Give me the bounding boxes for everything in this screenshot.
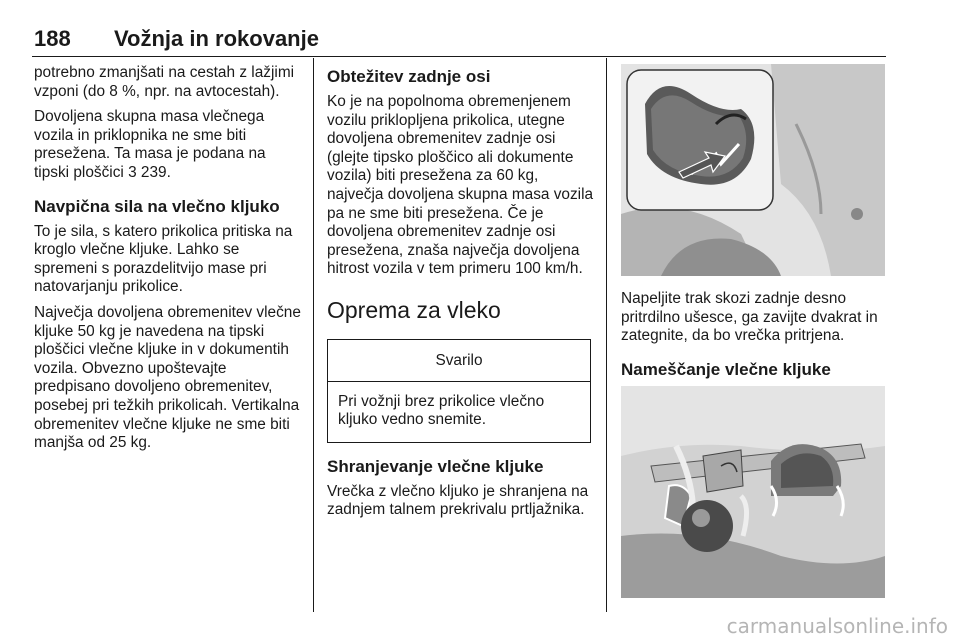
- column-right: [621, 290, 889, 386]
- warning-box: [327, 339, 591, 443]
- illustration-trunk-bag: [621, 64, 885, 276]
- paragraph: potrebno zmanjšati na cestah z lažjimi vzponi (do 8 %, npr. na avtocestah).: [34, 64, 295, 100]
- chapter-heading: Oprema za vleko: [327, 296, 501, 323]
- section-heading: Shranjevanje vlečne kljuke: [327, 456, 544, 476]
- page-header: [32, 22, 886, 57]
- page-title: Vožnja in rokovanje: [114, 26, 319, 51]
- page-reference-link[interactable]: 3 239.: [128, 163, 171, 181]
- section-heading: Obtežitev zadnje osi: [327, 67, 491, 86]
- warning-text: Pri vožnji brez prikolice vlečno kljuko vedno snemite.: [338, 392, 545, 429]
- warning-title: Svarilo: [328, 340, 590, 382]
- watermark: carmanualsonline.info: [726, 614, 948, 638]
- column-left: [34, 64, 302, 460]
- section-heading: Navpična sila na vlečno kljuko: [34, 196, 280, 216]
- paragraph: Napeljite trak skozi zadnje desno pritrdilno ušesce, ga zavijte dvakrat in zategnite, da bo vrečka pritrjena.: [621, 290, 878, 345]
- paragraph: Ko je na popolnoma obremenjenem vozilu priklopljena prikolica, utegne dovoljena obremenitev zadnje osi (glejte tipsko ploščico ali dokumente vozila) biti presežena za 60 kg, največja dovoljena skupna masa vozila pa ne sme biti presežena. Če je dovoljena obremenitev zadnje osi presežena, znaša največja dovoljena hitrost vozila v tem primeru 100 km/h.: [327, 93, 594, 278]
- column-middle: [327, 64, 597, 527]
- illustration-tow-hook-mount: [621, 386, 885, 598]
- column-divider: [606, 58, 607, 612]
- paragraph: To je sila, s katero prikolica pritiska na kroglo vlečne kljuke. Lahko se spremeni s porazdelitvijo mase pri natovarjanju prikolice.: [34, 222, 293, 296]
- paragraph: Največja dovoljena obremenitev vlečne kljuke 50 kg je navedena na tipski ploščici vlečne kljuke in v dokumentih vozila. Obvezno upoštevajte predpisano dovoljeno obremenitev, posebej pri težkih prikolicah. Vertikalna obremenitev vlečne kljuke ne sme biti manjša od 25 kg.: [34, 303, 301, 452]
- paragraph: Vrečka z vlečno kljuko je shranjena na zadnjem talnem prekrivalu prtljažnika.: [327, 482, 589, 519]
- paragraph-text: Dovoljena skupna masa vlečnega vozila in priklopnika ne sme biti presežena. Ta masa je podana na tipski ploščici: [34, 108, 266, 181]
- paragraph: [34, 108, 302, 182]
- page-number: 188: [34, 26, 71, 51]
- column-divider: [313, 58, 314, 612]
- section-heading: Nameščanje vlečne kljuke: [621, 359, 831, 379]
